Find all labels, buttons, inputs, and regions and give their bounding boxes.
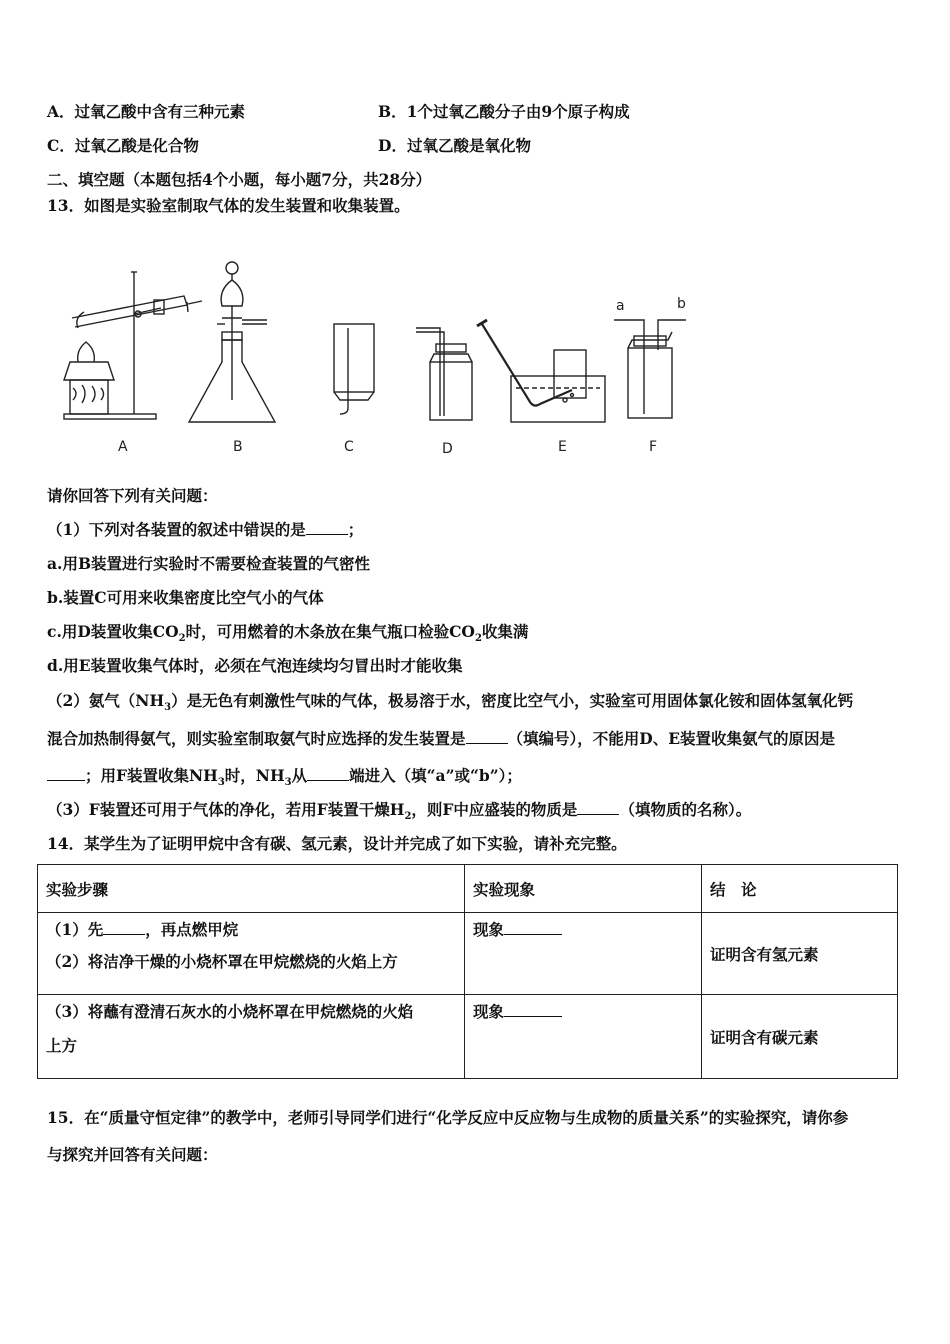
- row1-phenomenon: [465, 913, 702, 995]
- q13-part3-text: ，则F中应盛装的物质是: [411, 800, 578, 819]
- q13-part2-text: 端进入（填“a”或“b”）；: [349, 766, 522, 785]
- row1-conclusion: 证明含有氢元素: [702, 913, 898, 995]
- answer-blank[interactable]: [504, 1002, 562, 1017]
- apparatus-e: [477, 320, 605, 422]
- row2-phenomenon: [465, 995, 702, 1079]
- step-text: （3）将蘸有澄清石灰水的小烧杯罩在甲烷燃烧的火焰: [46, 1002, 414, 1021]
- q13-part2-text: 混合加热制得氨气，则实验室制取氨气时应选择的发生装置是: [47, 729, 466, 748]
- q13-opt-c-end: 收集满: [481, 622, 529, 641]
- q13-part2-text: 从: [291, 766, 308, 785]
- q13-part2-text: （填编号），不能用D、E装置收集氨气的原因是: [507, 729, 836, 748]
- step-text: 上方: [46, 1036, 78, 1055]
- section-heading: 二、填空题（本题包括4个小题，每小题7分，共28分）: [47, 170, 432, 189]
- q13-part2-text: （2）氨气（NH: [47, 691, 165, 710]
- answer-blank[interactable]: [103, 920, 145, 935]
- q13-part1: [47, 520, 363, 540]
- apparatus-c: [334, 324, 374, 414]
- q15-line1: 15．在“质量守恒定律”的教学中，老师引导同学们进行“化学反应中反应物与生成物的质量关系”的实验探究，请你参: [47, 1108, 849, 1127]
- answer-blank[interactable]: [466, 729, 508, 744]
- q13-opt-c: [47, 622, 529, 645]
- q13-part2-line3: [47, 766, 522, 789]
- subscript: 2: [474, 633, 482, 645]
- answer-blank[interactable]: [307, 766, 349, 781]
- subscript: 3: [217, 777, 225, 789]
- apparatus-figure: [36, 240, 716, 465]
- subscript: 3: [284, 777, 292, 789]
- figure-label-d: D: [442, 441, 453, 457]
- step-text: ，再点燃甲烷: [145, 920, 239, 939]
- q13-part3-text: （3）F装置还可用于气体的净化，若用F装置干燥H: [47, 800, 405, 819]
- q13-part2-text: ；用F装置收集NH: [85, 766, 218, 785]
- q13-part2-line1: [47, 691, 854, 714]
- option-a: A．过氧乙酸中含有三种元素: [47, 102, 246, 121]
- subscript: 3: [164, 702, 172, 714]
- q14-stem: 14．某学生为了证明甲烷中含有碳、氢元素，设计并完成了如下实验，请补充完整。: [47, 834, 627, 853]
- header-steps: 实验步骤: [38, 865, 465, 913]
- apparatus-d: [416, 328, 472, 420]
- q13-part1-text: （1）下列对各装置的叙述中错误的是: [47, 520, 306, 539]
- q15-line2: 与探究并回答有关问题：: [47, 1145, 218, 1164]
- figure-label-a: A: [118, 439, 128, 455]
- answer-blank[interactable]: [577, 800, 619, 815]
- table-row: [38, 913, 898, 995]
- row2-conclusion: 证明含有碳元素: [702, 995, 898, 1079]
- header-phenomenon: 实验现象: [465, 865, 702, 913]
- q13-part3: [47, 800, 752, 823]
- phenomenon-label: 现象: [473, 920, 505, 939]
- table-row: [38, 995, 898, 1079]
- apparatus-a: [64, 272, 202, 419]
- figure-label-c: C: [344, 439, 354, 455]
- q13-prompt: 请你回答下列有关问题：: [47, 486, 218, 505]
- figure-label-f: F: [649, 439, 658, 455]
- q13-part3-text: （填物质的名称）。: [619, 800, 752, 819]
- apparatus-b: [189, 262, 275, 422]
- table-header-row: [38, 865, 898, 913]
- step-text: （1）先: [46, 920, 104, 939]
- answer-blank[interactable]: [306, 520, 348, 535]
- answer-blank[interactable]: [47, 766, 85, 781]
- phenomenon-label: 现象: [473, 1002, 505, 1021]
- q13-opt-a: a.用B装置进行实验时不需要检查装置的气密性: [47, 554, 371, 573]
- q13-opt-c-pre: c.用D装置收集CO: [47, 622, 179, 641]
- option-c: C．过氧乙酸是化合物: [47, 136, 199, 155]
- experiment-table: [37, 864, 898, 1079]
- q13-part2-text: ）是无色有刺激性气味的气体，极易溶于水，密度比空气小，实验室可用固体氯化铵和固体氢氧化钙: [171, 691, 854, 710]
- q13-stem: 13．如图是实验室制取气体的发生装置和收集装置。: [47, 196, 410, 215]
- figure-label-e: E: [558, 439, 567, 455]
- header-conclusion: 结 论: [702, 865, 898, 913]
- q13-part2-line2: [47, 729, 835, 749]
- answer-blank[interactable]: [504, 920, 562, 935]
- port-label-b: b: [677, 296, 686, 312]
- figure-label-b: B: [233, 439, 243, 455]
- q13-opt-c-mid: 时，可用燃着的木条放在集气瓶口检验CO: [185, 622, 475, 641]
- q13-opt-b: b.装置C可用来收集密度比空气小的气体: [47, 588, 324, 607]
- apparatus-f: [614, 320, 686, 418]
- subscript: 2: [404, 811, 412, 823]
- option-d: D．过氧乙酸是氧化物: [378, 136, 531, 155]
- option-b: B．1个过氧乙酸分子由9个原子构成: [378, 102, 630, 121]
- port-label-a: a: [616, 298, 625, 314]
- step-text: （2）将洁净干燥的小烧杯罩在甲烷燃烧的火焰上方: [46, 952, 398, 971]
- row1-steps: [38, 913, 465, 995]
- row2-steps: [38, 995, 465, 1079]
- q13-part1-end: ；: [347, 520, 364, 539]
- subscript: 2: [178, 633, 186, 645]
- q13-part2-text: 时，NH: [224, 766, 285, 785]
- q13-opt-d: d.用E装置收集气体时，必须在气泡连续均匀冒出时才能收集: [47, 656, 463, 675]
